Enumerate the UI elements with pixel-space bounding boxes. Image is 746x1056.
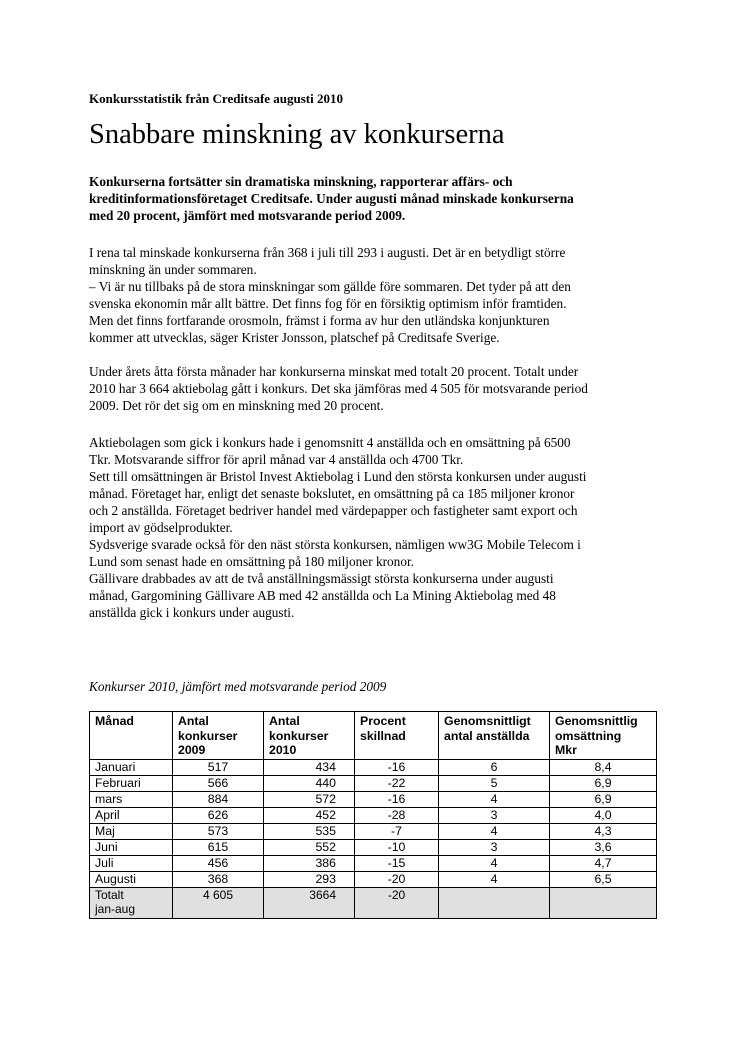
table-row xyxy=(90,807,657,823)
table-cell: -16 xyxy=(355,759,439,775)
body-line: Gällivare drabbades av att de två anställningsmässigt största konkurserna under augusti xyxy=(89,571,554,586)
table-cell: -10 xyxy=(355,839,439,855)
table-row xyxy=(90,855,657,871)
body-line: svenska ekonomin mår allt bättre. Det finns fog för en försiktig optimism inför framtiden. xyxy=(89,296,567,311)
table-cell: Januari xyxy=(90,759,173,775)
body-line: Tkr. Motsvarande siffror för april månad var 4 anställda och 4700 Tkr. xyxy=(89,452,464,467)
table-cell: April xyxy=(90,807,173,823)
table-cell: -7 xyxy=(355,823,439,839)
body-line: – Vi är nu tillbaks på de stora minskningar som gällde före sommaren. Det tyder på att den xyxy=(89,279,571,294)
table-row xyxy=(90,759,657,775)
body-line: import av gödselprodukter. xyxy=(89,520,233,535)
table-cell: 4 xyxy=(439,823,550,839)
table-cell: -28 xyxy=(355,807,439,823)
kicker: Konkursstatistik från Creditsafe augusti 2010 xyxy=(89,91,344,106)
table-header-row xyxy=(90,712,657,760)
body-line: Men det finns fortfarande orosmoln, främst i forma av hur den utländska konjunkturen xyxy=(89,313,550,328)
table-total-cell: -20 xyxy=(355,887,439,918)
table-cell: 6 xyxy=(439,759,550,775)
table-cell: 535 xyxy=(264,823,355,839)
table-cell: 3 xyxy=(439,839,550,855)
table-cell: 4 xyxy=(439,791,550,807)
table-row xyxy=(90,775,657,791)
header-percent-diff: Procent skillnad xyxy=(355,712,439,760)
body-paragraph-2 xyxy=(89,363,669,414)
table-total-cell: Totalt jan-aug xyxy=(90,887,173,918)
table-row xyxy=(90,823,657,839)
table-cell: 4 xyxy=(439,855,550,871)
table-cell: 440 xyxy=(264,775,355,791)
table-cell: 6,5 xyxy=(550,871,657,887)
table-cell: 4,7 xyxy=(550,855,657,871)
lede-line: med 20 procent, jämfört med motsvarande period 2009. xyxy=(89,208,406,223)
table-caption: Konkurser 2010, jämfört med motsvarande period 2009 xyxy=(89,679,387,694)
table-cell: 4 xyxy=(439,871,550,887)
body-line: 2010 har 3 664 aktiebolag gått i konkurs. Det ska jämföras med 4 505 för motsvarande period xyxy=(89,381,588,396)
table-row xyxy=(90,839,657,855)
table-cell: 452 xyxy=(264,807,355,823)
table-body xyxy=(90,759,657,918)
table-total-cell: 3664 xyxy=(264,887,355,918)
headline: Snabbare minskning av konkurserna xyxy=(89,119,505,150)
table-cell: 615 xyxy=(173,839,264,855)
body-line: minskning än under sommaren. xyxy=(89,262,257,277)
table-cell: 456 xyxy=(173,855,264,871)
body-line: Sett till omsättningen är Bristol Invest Aktiebolag i Lund den största konkursen under augusti xyxy=(89,469,587,484)
table-cell: 8,4 xyxy=(550,759,657,775)
table-cell: Februari xyxy=(90,775,173,791)
body-line: anställda gick i konkurs under augusti. xyxy=(89,605,295,620)
table-cell: 3 xyxy=(439,807,550,823)
table-cell: Maj xyxy=(90,823,173,839)
body-line: kommer att utvecklas, säger Krister Jonsson, platschef på Creditsafe Sverige. xyxy=(89,330,500,345)
body-paragraph-3 xyxy=(89,434,669,621)
table-cell: 368 xyxy=(173,871,264,887)
bankruptcy-table xyxy=(89,711,657,919)
table-total-row xyxy=(90,887,657,918)
table-cell: 566 xyxy=(173,775,264,791)
table-cell: 386 xyxy=(264,855,355,871)
table-total-cell xyxy=(439,887,550,918)
table-cell: Juli xyxy=(90,855,173,871)
table-cell: 572 xyxy=(264,791,355,807)
table-cell: 626 xyxy=(173,807,264,823)
table-cell: Juni xyxy=(90,839,173,855)
table-cell: -16 xyxy=(355,791,439,807)
table-total-cell xyxy=(550,887,657,918)
table-cell: -22 xyxy=(355,775,439,791)
table-cell: -15 xyxy=(355,855,439,871)
table-row xyxy=(90,871,657,887)
table-cell: 4,0 xyxy=(550,807,657,823)
table-cell: 4,3 xyxy=(550,823,657,839)
body-line: månad. Företaget har, enligt det senaste bokslutet, en omsättning på ca 185 miljoner kronor xyxy=(89,486,575,501)
body-line: och 2 anställda. Företaget bedriver handel med värdepapper och fastigheter samt export och xyxy=(89,503,578,518)
body-line: Sydsverige svarade också för den näst största konkursen, nämligen ww3G Mobile Telecom i xyxy=(89,537,581,552)
table-cell: mars xyxy=(90,791,173,807)
header-count-2009: Antal konkurser 2009 xyxy=(173,712,264,760)
table-cell: 884 xyxy=(173,791,264,807)
table-total-cell: 4 605 xyxy=(173,887,264,918)
table-row xyxy=(90,791,657,807)
table-cell: -20 xyxy=(355,871,439,887)
body-line: 2009. Det rör det sig om en minskning med 20 procent. xyxy=(89,398,384,413)
body-line: Aktiebolagen som gick i konkurs hade i genomsnitt 4 anställda och en omsättning på 6500 xyxy=(89,435,571,450)
table-cell: 293 xyxy=(264,871,355,887)
table-cell: Augusti xyxy=(90,871,173,887)
table-cell: 5 xyxy=(439,775,550,791)
body-line: I rena tal minskade konkurserna från 368 i juli till 293 i augusti. Det är en betydligt större xyxy=(89,245,566,260)
header-count-2010: Antal konkurser 2010 xyxy=(264,712,355,760)
table-cell: 6,9 xyxy=(550,791,657,807)
body-line: Lund som senast hade en omsättning på 180 miljoner kronor. xyxy=(89,554,414,569)
header-month: Månad xyxy=(90,712,173,760)
header-avg-employees: Genomsnittligt antal anställda xyxy=(439,712,550,760)
body-line: Under årets åtta första månader har konkurserna minskat med totalt 20 procent. Totalt under xyxy=(89,364,579,379)
body-line: månad, Gargomining Gällivare AB med 42 anställda och La Mining Aktiebolag med 48 xyxy=(89,588,556,603)
lede-line: kreditinformationsföretaget Creditsafe. Under augusti månad minskade konkurserna xyxy=(89,191,574,206)
lede xyxy=(89,173,664,224)
table-cell: 517 xyxy=(173,759,264,775)
table-cell: 573 xyxy=(173,823,264,839)
body-paragraph-1 xyxy=(89,244,669,346)
header-avg-turnover: Genomsnittlig omsättning Mkr xyxy=(550,712,657,760)
table-cell: 6,9 xyxy=(550,775,657,791)
lede-line: Konkurserna fortsätter sin dramatiska minskning, rapporterar affärs- och xyxy=(89,174,513,189)
table-cell: 434 xyxy=(264,759,355,775)
table-cell: 552 xyxy=(264,839,355,855)
table-cell: 3,6 xyxy=(550,839,657,855)
